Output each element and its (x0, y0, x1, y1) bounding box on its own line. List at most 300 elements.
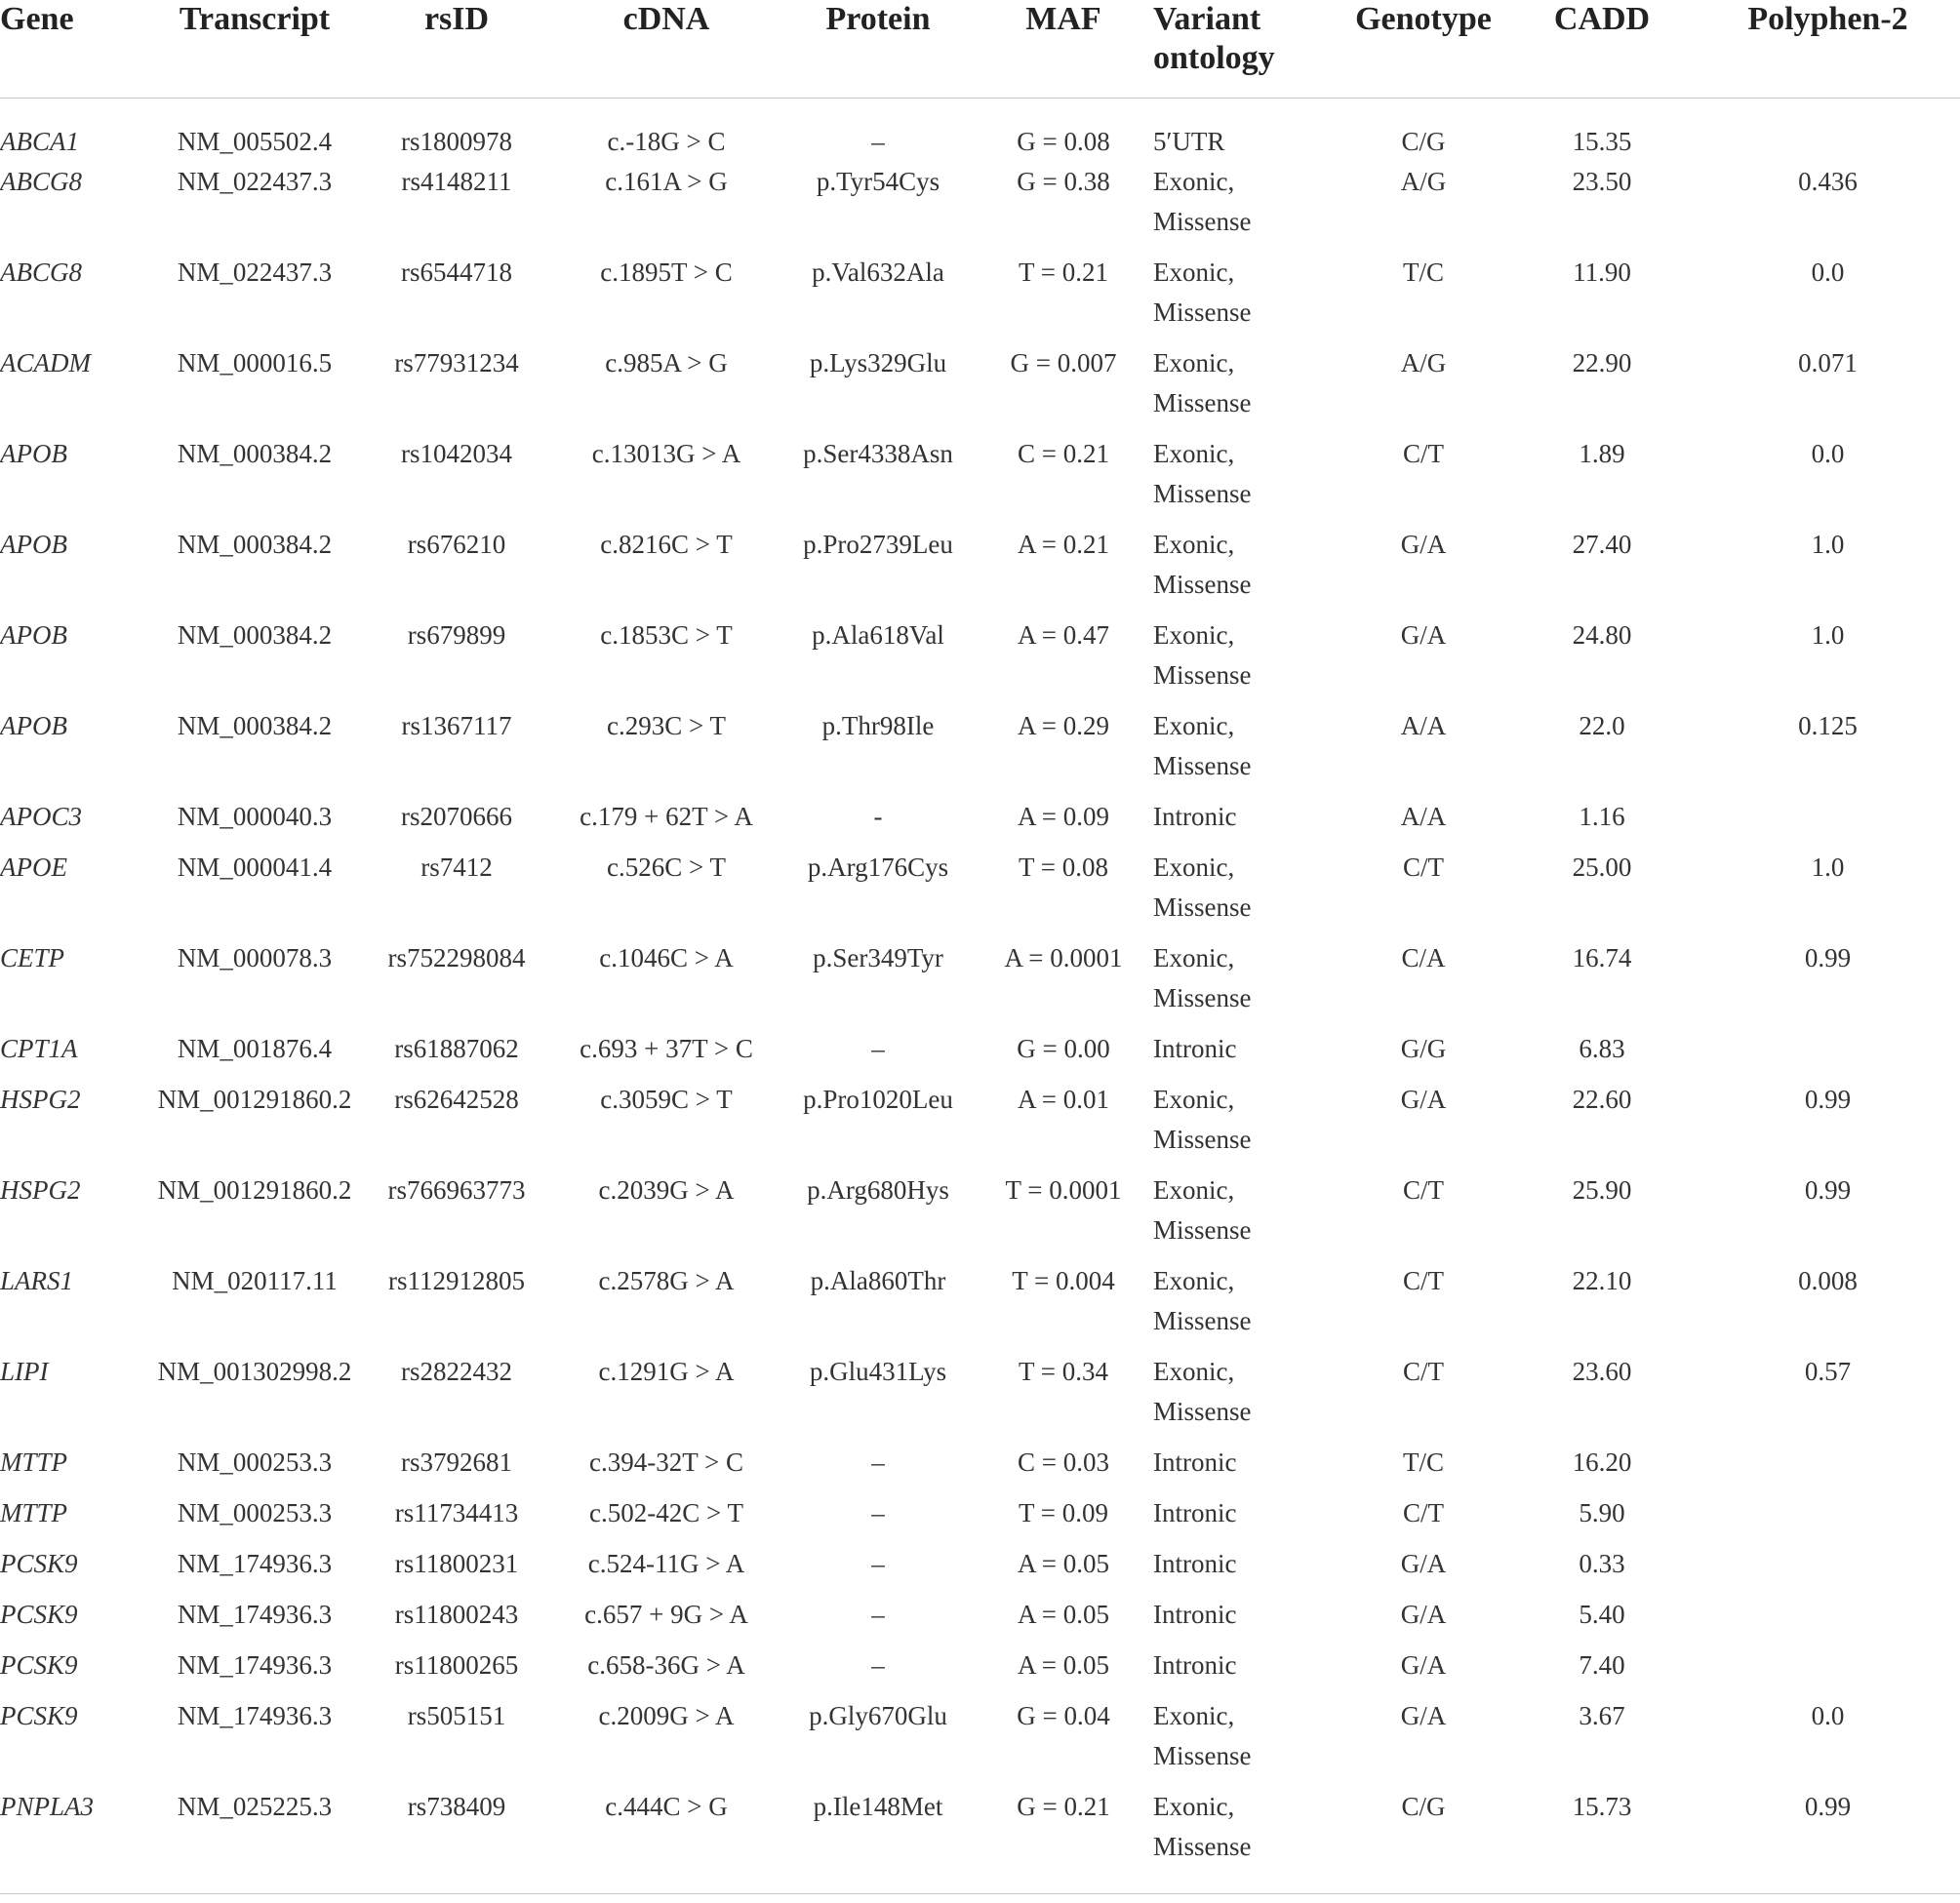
cell-maf: A = 0.21 (1018, 530, 1109, 559)
cell-gene: APOE (0, 852, 67, 882)
cell-transcript: NM_000041.4 (177, 852, 333, 882)
cell-transcript: NM_022437.3 (177, 167, 333, 196)
cell-maf: T = 0.0001 (1005, 1175, 1122, 1205)
cell-maf: C = 0.03 (1018, 1447, 1109, 1477)
cell-cdna: c.8216C > T (600, 530, 733, 559)
cell-protein: – (871, 127, 885, 156)
cell-genotype: G/G (1400, 1034, 1447, 1063)
cell-gene: PCSK9 (0, 1549, 78, 1578)
cell-variant-ontology (1153, 1645, 1339, 1696)
cell-cdna: c.1046C > A (599, 943, 734, 972)
cell-variant-ontology (1153, 1170, 1339, 1261)
cell-cadd: 1.89 (1579, 439, 1625, 468)
cell-rsid: rs11734413 (394, 1498, 519, 1527)
header-cadd: CADD (1508, 0, 1696, 99)
header-polyphen: Polyphen-2 (1696, 0, 1960, 99)
cell-polyphen (1696, 1544, 1960, 1595)
cell-genotype: G/A (1400, 1085, 1447, 1114)
ontology-line1: Exonic, (1153, 530, 1235, 559)
ontology-line1: Exonic, (1153, 348, 1235, 377)
table-row (0, 706, 1960, 797)
table-row (0, 343, 1960, 434)
header-maf: MAF (974, 0, 1153, 99)
cell-protein: – (871, 1650, 885, 1680)
cell-genotype: C/T (1402, 1357, 1444, 1386)
cell-transcript: NM_000253.3 (177, 1498, 333, 1527)
cell-transcript: NM_174936.3 (177, 1600, 333, 1629)
cell-variant-ontology (1153, 938, 1339, 1029)
cell-rsid: rs3792681 (401, 1447, 512, 1477)
cell-genotype: G/A (1400, 1600, 1447, 1629)
cell-transcript: NM_174936.3 (177, 1650, 333, 1680)
cell-rsid: rs676210 (407, 530, 506, 559)
cell-maf: G = 0.21 (974, 1787, 1153, 1894)
cell-cadd: 15.35 (1572, 127, 1632, 156)
cell-cdna: c.13013G > A (591, 439, 741, 468)
header-variant-ontology (1153, 0, 1339, 99)
table-row (0, 99, 1960, 163)
header-rsid: rsID (363, 0, 550, 99)
ontology-line1: Exonic, (1153, 1175, 1235, 1205)
cell-maf: G = 0.38 (1017, 167, 1110, 196)
cell-rsid: rs61887062 (394, 1034, 519, 1063)
cell-cdna: c.3059C > T (600, 1085, 733, 1114)
table-row (0, 1787, 1960, 1894)
cell-protein: – (871, 1549, 885, 1578)
ontology-line2: Missense (1153, 983, 1252, 1012)
table-row (0, 434, 1960, 525)
cell-polyphen (1696, 797, 1960, 848)
cell-cadd: 5.90 (1579, 1498, 1625, 1527)
cell-protein: p.Gly670Glu (809, 1701, 947, 1730)
cell-maf: G = 0.007 (1010, 348, 1117, 377)
ontology-line2: Missense (1153, 388, 1252, 417)
cell-polyphen: 0.0 (1811, 1701, 1845, 1730)
cell-transcript: NM_000384.2 (177, 620, 333, 650)
cell-polyphen: 0.99 (1804, 1085, 1852, 1114)
cell-variant-ontology (1153, 525, 1339, 615)
cell-protein: – (871, 1447, 885, 1477)
cell-maf: A = 0.05 (1018, 1650, 1109, 1680)
cell-genotype: C/G (1401, 127, 1446, 156)
cell-gene: PNPLA3 (0, 1787, 146, 1894)
cell-transcript: NM_001291860.2 (157, 1175, 352, 1205)
cell-genotype: C/G (1339, 1787, 1508, 1894)
cell-transcript: NM_001302998.2 (157, 1357, 352, 1386)
cell-polyphen: 1.0 (1811, 620, 1845, 650)
cell-protein: p.Ser349Tyr (813, 943, 943, 972)
cell-cdna: c.293C > T (607, 711, 726, 740)
ontology-line1: Intronic (1153, 1034, 1237, 1063)
cell-cadd: 16.20 (1572, 1447, 1632, 1477)
cell-cdna: c.526C > T (607, 852, 726, 882)
cell-cdna: c.502-42C > T (589, 1498, 743, 1527)
cell-protein: p.Pro1020Leu (803, 1085, 953, 1114)
cell-cadd: 22.60 (1572, 1085, 1632, 1114)
cell-polyphen (1696, 1645, 1960, 1696)
cell-gene: ABCA1 (0, 127, 79, 156)
cell-protein: p.Glu431Lys (809, 1357, 947, 1386)
cell-cdna: c.1853C > T (600, 620, 733, 650)
cell-variant-ontology (1153, 1696, 1339, 1787)
cell-polyphen: 0.125 (1798, 711, 1858, 740)
cell-transcript: NM_000253.3 (177, 1447, 333, 1477)
cell-cadd: 25.90 (1572, 1175, 1632, 1205)
cell-rsid: rs2070666 (401, 802, 512, 831)
cell-gene: LARS1 (0, 1266, 74, 1295)
cell-genotype: G/A (1400, 1701, 1447, 1730)
cell-variant-ontology (1153, 1029, 1339, 1080)
ontology-line2: Missense (1153, 660, 1252, 690)
cell-rsid: rs1042034 (401, 439, 512, 468)
table-row (0, 1029, 1960, 1080)
cell-protein: p.Val632Ala (812, 258, 944, 287)
cell-maf: A = 0.01 (1018, 1085, 1109, 1114)
ontology-line2: Missense (1153, 1832, 1252, 1861)
cell-variant-ontology (1153, 1261, 1339, 1352)
cell-gene: PCSK9 (0, 1650, 78, 1680)
cell-maf: T = 0.08 (1019, 852, 1108, 882)
cell-protein: – (871, 1600, 885, 1629)
cell-rsid: rs62642528 (394, 1085, 519, 1114)
cell-transcript: NM_000384.2 (177, 439, 333, 468)
cell-genotype: C/T (1402, 852, 1444, 882)
header-gene: Gene (0, 0, 146, 99)
cell-protein: p.Ala618Val (812, 620, 944, 650)
cell-genotype: A/G (1400, 348, 1447, 377)
cell-gene: HSPG2 (0, 1175, 81, 1205)
cell-polyphen: 0.99 (1696, 1787, 1960, 1894)
cell-cadd: 0.33 (1579, 1549, 1625, 1578)
cell-gene: CETP (0, 943, 65, 972)
cell-maf: C = 0.21 (1018, 439, 1109, 468)
cell-genotype: A/A (1400, 711, 1447, 740)
cell-gene: ABCG8 (0, 258, 82, 287)
ontology-line1: Exonic, (1153, 439, 1235, 468)
ontology-line1: Exonic, (1153, 1085, 1235, 1114)
cell-cadd: 16.74 (1572, 943, 1632, 972)
cell-cdna: c.657 + 9G > A (584, 1600, 748, 1629)
cell-variant-ontology (1153, 848, 1339, 938)
cell-polyphen (1696, 1443, 1960, 1493)
cell-cdna: c.658-36G > A (587, 1650, 745, 1680)
table-row (0, 1261, 1960, 1352)
table-row (0, 797, 1960, 848)
cell-cdna: c.524-11G > A (587, 1549, 745, 1578)
cell-genotype: C/A (1401, 943, 1446, 972)
cell-variant-ontology (1153, 1080, 1339, 1170)
cell-cadd: 23.50 (1572, 167, 1632, 196)
cell-variant-ontology (1153, 343, 1339, 434)
cell-maf: T = 0.21 (1019, 258, 1108, 287)
table-row (0, 848, 1960, 938)
table-row (0, 1645, 1960, 1696)
cell-variant-ontology (1153, 615, 1339, 706)
cell-protein: p.Ser4338Asn (803, 439, 953, 468)
cell-cdna: c.444C > G (550, 1787, 782, 1894)
cell-cdna: c.1895T > C (600, 258, 733, 287)
cell-cadd: 25.00 (1572, 852, 1632, 882)
header-ontology-line1: Variant (1153, 1, 1261, 37)
cell-variant-ontology (1153, 1352, 1339, 1443)
ontology-line1: Intronic (1153, 802, 1237, 831)
header-transcript: Transcript (146, 0, 363, 99)
cell-maf: A = 0.05 (1018, 1600, 1109, 1629)
cell-genotype: G/A (1400, 620, 1447, 650)
cell-polyphen: 0.0 (1811, 258, 1845, 287)
cell-cdna: c.985A > G (605, 348, 728, 377)
header-protein: Protein (782, 0, 974, 99)
cell-cdna: c.2039G > A (598, 1175, 735, 1205)
cell-gene: ACADM (0, 348, 91, 377)
ontology-line1: Intronic (1153, 1447, 1237, 1477)
cell-variant-ontology (1153, 1595, 1339, 1645)
cell-cdna: c.394-32T > C (589, 1447, 743, 1477)
cell-cadd: 7.40 (1579, 1650, 1625, 1680)
ontology-line2: Missense (1153, 1125, 1252, 1154)
cell-cadd: 27.40 (1572, 530, 1632, 559)
ontology-line1: Exonic, (1153, 620, 1235, 650)
cell-genotype: A/G (1400, 167, 1447, 196)
ontology-line1: Intronic (1153, 1650, 1237, 1680)
ontology-line2: Missense (1153, 1741, 1252, 1770)
cell-genotype: A/A (1400, 802, 1447, 831)
cell-protein: – (871, 1498, 885, 1527)
table-row (0, 1696, 1960, 1787)
cell-variant-ontology (1153, 253, 1339, 343)
ontology-line1: Intronic (1153, 1549, 1237, 1578)
cell-genotype: G/A (1400, 1549, 1447, 1578)
cell-maf: T = 0.004 (1012, 1266, 1115, 1295)
cell-cadd: 23.60 (1572, 1357, 1632, 1386)
ontology-line1: Exonic, (1153, 943, 1235, 972)
ontology-line1: Exonic, (1153, 711, 1235, 740)
cell-polyphen: 0.99 (1804, 943, 1852, 972)
cell-protein: p.Arg680Hys (807, 1175, 949, 1205)
cell-rsid: rs1367117 (401, 711, 512, 740)
table-row (0, 938, 1960, 1029)
cell-cdna: c.1291G > A (598, 1357, 735, 1386)
cell-rsid: rs738409 (363, 1787, 550, 1894)
table-row (0, 1493, 1960, 1544)
cell-cadd: 11.90 (1573, 258, 1631, 287)
cell-cadd: 6.83 (1579, 1034, 1625, 1063)
header-cdna: cDNA (550, 0, 782, 99)
cell-variant-ontology (1153, 99, 1339, 163)
cell-cadd: 22.90 (1572, 348, 1632, 377)
table-row (0, 1080, 1960, 1170)
ontology-line1: Exonic, (1153, 167, 1235, 196)
ontology-line1: 5′UTR (1153, 127, 1225, 156)
ontology-line2: Missense (1153, 570, 1252, 599)
cell-protein: – (871, 1034, 885, 1063)
ontology-line2: Missense (1153, 1306, 1252, 1335)
cell-cdna: c.179 + 62T > A (580, 802, 753, 831)
cell-maf: A = 0.47 (1018, 620, 1109, 650)
cell-protein: - (873, 802, 883, 831)
cell-gene: CPT1A (0, 1034, 78, 1063)
cell-transcript: NM_001876.4 (177, 1034, 333, 1063)
table-row (0, 1443, 1960, 1493)
cell-rsid: rs112912805 (388, 1266, 525, 1295)
ontology-line1: Exonic, (1153, 1792, 1235, 1821)
cell-polyphen (1696, 1493, 1960, 1544)
cell-cdna: c.693 + 37T > C (580, 1034, 753, 1063)
cell-rsid: rs7412 (420, 852, 493, 882)
ontology-line1: Exonic, (1153, 852, 1235, 882)
cell-protein: p.Ala860Thr (810, 1266, 946, 1295)
ontology-line2: Missense (1153, 479, 1252, 508)
cell-cdna: c.161A > G (605, 167, 728, 196)
cell-rsid: rs1800978 (401, 127, 512, 156)
cell-maf: A = 0.29 (1018, 711, 1109, 740)
cell-variant-ontology (1153, 162, 1339, 253)
cell-gene: MTTP (0, 1447, 68, 1477)
cell-transcript: NM_174936.3 (177, 1549, 333, 1578)
cell-transcript: NM_005502.4 (177, 127, 333, 156)
cell-genotype: T/C (1402, 258, 1444, 287)
cell-variant-ontology (1153, 706, 1339, 797)
table-row (0, 525, 1960, 615)
cell-cdna: c.-18G > C (607, 127, 726, 156)
cell-variant-ontology (1153, 1493, 1339, 1544)
table-row (0, 253, 1960, 343)
cell-genotype: C/T (1402, 439, 1444, 468)
cell-protein: p.Ile148Met (782, 1787, 974, 1894)
cell-polyphen: 0.57 (1804, 1357, 1852, 1386)
cell-rsid: rs679899 (407, 620, 506, 650)
cell-gene: APOB (0, 530, 67, 559)
cell-maf: G = 0.00 (1017, 1034, 1110, 1063)
cell-rsid: rs11800231 (394, 1549, 519, 1578)
table-row (0, 1352, 1960, 1443)
cell-gene: PCSK9 (0, 1600, 78, 1629)
ontology-line1: Intronic (1153, 1498, 1237, 1527)
cell-variant-ontology (1153, 797, 1339, 848)
cell-cadd: 1.16 (1579, 802, 1625, 831)
cell-polyphen: 0.99 (1804, 1175, 1852, 1205)
cell-polyphen (1696, 1595, 1960, 1645)
ontology-line1: Exonic, (1153, 1701, 1235, 1730)
cell-rsid: rs766963773 (387, 1175, 526, 1205)
cell-transcript: NM_174936.3 (177, 1701, 333, 1730)
cell-transcript: NM_025225.3 (146, 1787, 363, 1894)
cell-gene: APOB (0, 439, 67, 468)
cell-cadd: 24.80 (1572, 620, 1632, 650)
cell-rsid: rs4148211 (401, 167, 512, 196)
cell-transcript: NM_000384.2 (177, 711, 333, 740)
header-row (0, 0, 1960, 99)
cell-polyphen: 1.0 (1811, 530, 1845, 559)
cell-maf: G = 0.08 (1017, 127, 1110, 156)
cell-rsid: rs2822432 (401, 1357, 512, 1386)
ontology-line2: Missense (1153, 751, 1252, 780)
table-row (0, 1595, 1960, 1645)
cell-rsid: rs505151 (407, 1701, 506, 1730)
ontology-line1: Exonic, (1153, 1357, 1235, 1386)
ontology-line1: Intronic (1153, 1600, 1237, 1629)
cell-variant-ontology (1153, 434, 1339, 525)
ontology-line2: Missense (1153, 1215, 1252, 1245)
cell-cadd: 15.73 (1508, 1787, 1696, 1894)
cell-polyphen (1696, 99, 1960, 163)
cell-cadd: 5.40 (1579, 1600, 1625, 1629)
cell-cdna: c.2009G > A (598, 1701, 735, 1730)
cell-rsid: rs752298084 (387, 943, 526, 972)
ontology-line2: Missense (1153, 297, 1252, 327)
ontology-line2: Missense (1153, 207, 1252, 236)
cell-transcript: NM_000040.3 (177, 802, 333, 831)
cell-protein: p.Pro2739Leu (803, 530, 953, 559)
cell-polyphen: 0.071 (1798, 348, 1858, 377)
cell-transcript: NM_020117.11 (172, 1266, 338, 1295)
table-row (0, 1170, 1960, 1261)
cell-maf: G = 0.04 (1017, 1701, 1110, 1730)
cell-protein: p.Tyr54Cys (816, 167, 940, 196)
cell-gene: PCSK9 (0, 1701, 78, 1730)
cell-genotype: C/T (1402, 1175, 1444, 1205)
cell-cdna: c.2578G > A (598, 1266, 735, 1295)
cell-genotype: T/C (1402, 1447, 1444, 1477)
cell-maf: T = 0.34 (1019, 1357, 1108, 1386)
cell-genotype: G/A (1400, 530, 1447, 559)
cell-variant-ontology (1153, 1544, 1339, 1595)
cell-maf: T = 0.09 (1019, 1498, 1108, 1527)
table-body (0, 99, 1960, 1894)
cell-polyphen (1696, 1029, 1960, 1080)
cell-polyphen: 0.436 (1798, 167, 1858, 196)
cell-gene: APOB (0, 620, 67, 650)
cell-transcript: NM_000384.2 (177, 530, 333, 559)
table-row (0, 615, 1960, 706)
table-row (0, 162, 1960, 253)
ontology-line1: Exonic, (1153, 1266, 1235, 1295)
cell-polyphen: 1.0 (1811, 852, 1845, 882)
cell-polyphen: 0.008 (1798, 1266, 1858, 1295)
cell-cadd: 3.67 (1579, 1701, 1625, 1730)
cell-gene: APOC3 (0, 802, 82, 831)
header-genotype: Genotype (1339, 0, 1508, 99)
cell-maf: A = 0.0001 (1004, 943, 1123, 972)
header-ontology-line2: ontology (1153, 40, 1275, 76)
table-header (0, 0, 1960, 99)
cell-genotype: C/T (1402, 1498, 1444, 1527)
cell-variant-ontology (1153, 1443, 1339, 1493)
cell-rsid: rs11800243 (394, 1600, 519, 1629)
cell-protein: p.Thr98Ile (821, 711, 935, 740)
cell-protein: p.Lys329Glu (809, 348, 947, 377)
cell-gene: LIPI (0, 1357, 49, 1386)
table-row (0, 1544, 1960, 1595)
cell-transcript: NM_001291860.2 (157, 1085, 352, 1114)
cell-polyphen: 0.0 (1811, 439, 1845, 468)
ontology-line2: Missense (1153, 1397, 1252, 1426)
cell-rsid: rs11800265 (394, 1650, 519, 1680)
cell-maf: A = 0.05 (1018, 1549, 1109, 1578)
cell-cadd: 22.10 (1572, 1266, 1632, 1295)
cell-genotype: G/A (1400, 1650, 1447, 1680)
cell-maf: A = 0.09 (1018, 802, 1109, 831)
cell-transcript: NM_000016.5 (177, 348, 333, 377)
cell-transcript: NM_022437.3 (177, 258, 333, 287)
ontology-line2: Missense (1153, 892, 1252, 922)
cell-gene: ABCG8 (0, 167, 82, 196)
cell-gene: MTTP (0, 1498, 68, 1527)
cell-protein: p.Arg176Cys (807, 852, 949, 882)
cell-variant-ontology (1153, 1787, 1339, 1894)
cell-rsid: rs77931234 (394, 348, 519, 377)
cell-genotype: C/T (1402, 1266, 1444, 1295)
